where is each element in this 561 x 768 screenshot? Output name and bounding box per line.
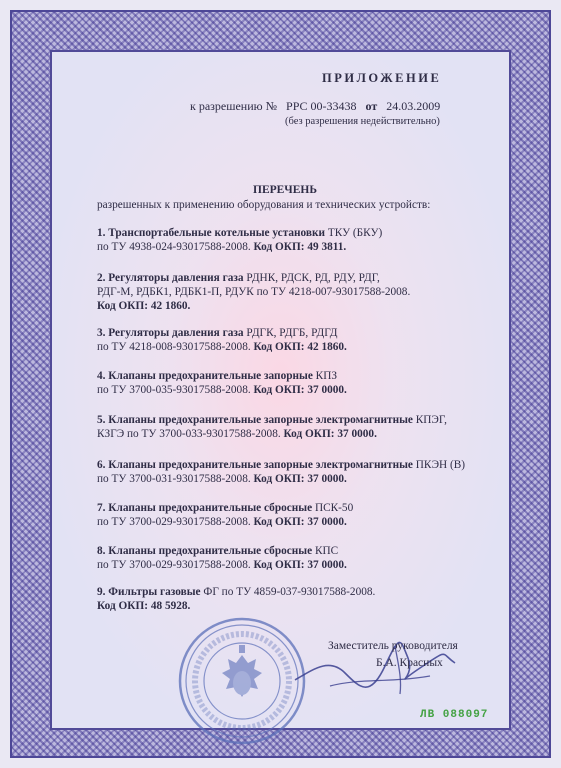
signatory-position: Заместитель руководителя: [328, 640, 458, 652]
list-item-line: [97, 544, 347, 558]
bold-segment: Код ОКП: 48 5928.: [97, 600, 191, 612]
list-item: [97, 271, 410, 313]
bold-segment: Код ОКП: 37 0000.: [283, 428, 377, 440]
bold-segment: Код ОКП: 42 1860.: [253, 341, 347, 353]
list-item-line: [97, 515, 353, 529]
bold-segment: 1. Транспортабельные котельные установки: [97, 227, 328, 239]
permit-reference: [190, 99, 440, 113]
text-segment: ПСК-50: [314, 502, 354, 514]
list-item: [97, 369, 347, 397]
text-segment: РДГ-М, РДБК1, РДБК1-П, РДУК по ТУ 4218-007-93017588-2008.: [97, 286, 411, 298]
list-item: [97, 544, 347, 572]
appendix-title: ПРИЛОЖЕНИЕ: [322, 71, 442, 85]
list-item-line: [97, 326, 347, 340]
list-subtitle: разрешенных к применению оборудования и технических устройств:: [97, 199, 431, 211]
bold-segment: 6. Клапаны предохранительные запорные электромагнитные: [97, 459, 416, 471]
list-item-line: [97, 340, 347, 354]
text-segment: по ТУ 3700-035-93017588-2008.: [97, 384, 254, 396]
list-item-line: [97, 427, 447, 441]
bold-segment: Код ОКП: 37 0000.: [253, 473, 347, 485]
bold-segment: Код ОКП: 37 0000.: [253, 384, 347, 396]
signatory-name: Б.А. Красных: [376, 657, 443, 669]
bold-segment: Код ОКП: 37 0000.: [253, 559, 347, 571]
bold-segment: 7. Клапаны предохранительные сбросные: [97, 502, 315, 514]
list-item: [97, 458, 465, 486]
list-item: [97, 501, 353, 529]
bold-segment: 2. Регуляторы давления газа: [97, 272, 247, 284]
list-title: ПЕРЕЧЕНЬ: [253, 184, 317, 196]
text-segment: КЗГЭ по ТУ 3700-033-93017588-2008.: [97, 428, 284, 440]
bold-segment: 9. Фильтры газовые: [97, 586, 204, 598]
list-item-line: [97, 285, 410, 299]
text-segment: ПКЭН (В): [415, 459, 466, 471]
validity-note: (без разрешения недействительно): [285, 116, 440, 127]
list-item-line: [97, 413, 447, 427]
text-segment: КПЗ: [315, 370, 338, 382]
permit-date: 24.03.2009: [386, 99, 441, 113]
text-segment: РДНК, РДСК, РД, РДУ, РДГ,: [246, 272, 380, 284]
text-segment: ФГ по ТУ 4859-037-93017588-2008.: [203, 586, 376, 598]
list-item: [97, 585, 375, 613]
text-segment: по ТУ 3700-029-93017588-2008.: [97, 516, 254, 528]
list-item-line: [97, 599, 375, 613]
bold-segment: Код ОКП: 37 0000.: [253, 516, 347, 528]
bold-segment: Код ОКП: 42 1860.: [97, 300, 191, 312]
list-item: [97, 413, 447, 441]
list-item-line: [97, 501, 353, 515]
text-segment: по ТУ 3700-031-93017588-2008.: [97, 473, 254, 485]
text-segment: КПЭГ,: [415, 414, 447, 426]
bold-segment: 3. Регуляторы давления газа: [97, 327, 247, 339]
list-item: [97, 226, 382, 254]
list-item-line: [97, 585, 375, 599]
permit-prefix: к разрешению №: [190, 99, 278, 113]
list-item-line: [97, 271, 410, 285]
list-item: [97, 326, 347, 354]
date-prefix: от: [365, 99, 378, 113]
text-segment: ТКУ (БКУ): [327, 227, 383, 239]
serial-number: ЛВ 088097: [420, 709, 489, 721]
bold-segment: 5. Клапаны предохранительные запорные электромагнитные: [97, 414, 416, 426]
list-item-line: [97, 558, 347, 572]
list-item-line: [97, 472, 465, 486]
text-segment: РДГК, РДГБ, РДГД: [246, 327, 338, 339]
list-item-line: [97, 299, 410, 313]
list-item-line: [97, 458, 465, 472]
text-segment: КПС: [314, 545, 339, 557]
permit-number: РРС 00-33438: [286, 99, 357, 113]
list-item-line: [97, 383, 347, 397]
list-item-line: [97, 226, 382, 240]
list-item-line: [97, 369, 347, 383]
text-segment: по ТУ 4938-024-93017588-2008.: [97, 241, 254, 253]
bold-segment: 8. Клапаны предохранительные сбросные: [97, 545, 315, 557]
bold-segment: 4. Клапаны предохранительные запорные: [97, 370, 316, 382]
text-segment: по ТУ 4218-008-93017588-2008.: [97, 341, 254, 353]
seal-icon: [176, 615, 308, 747]
bold-segment: Код ОКП: 49 3811.: [253, 241, 347, 253]
list-item-line: [97, 240, 382, 254]
text-segment: по ТУ 3700-029-93017588-2008.: [97, 559, 254, 571]
